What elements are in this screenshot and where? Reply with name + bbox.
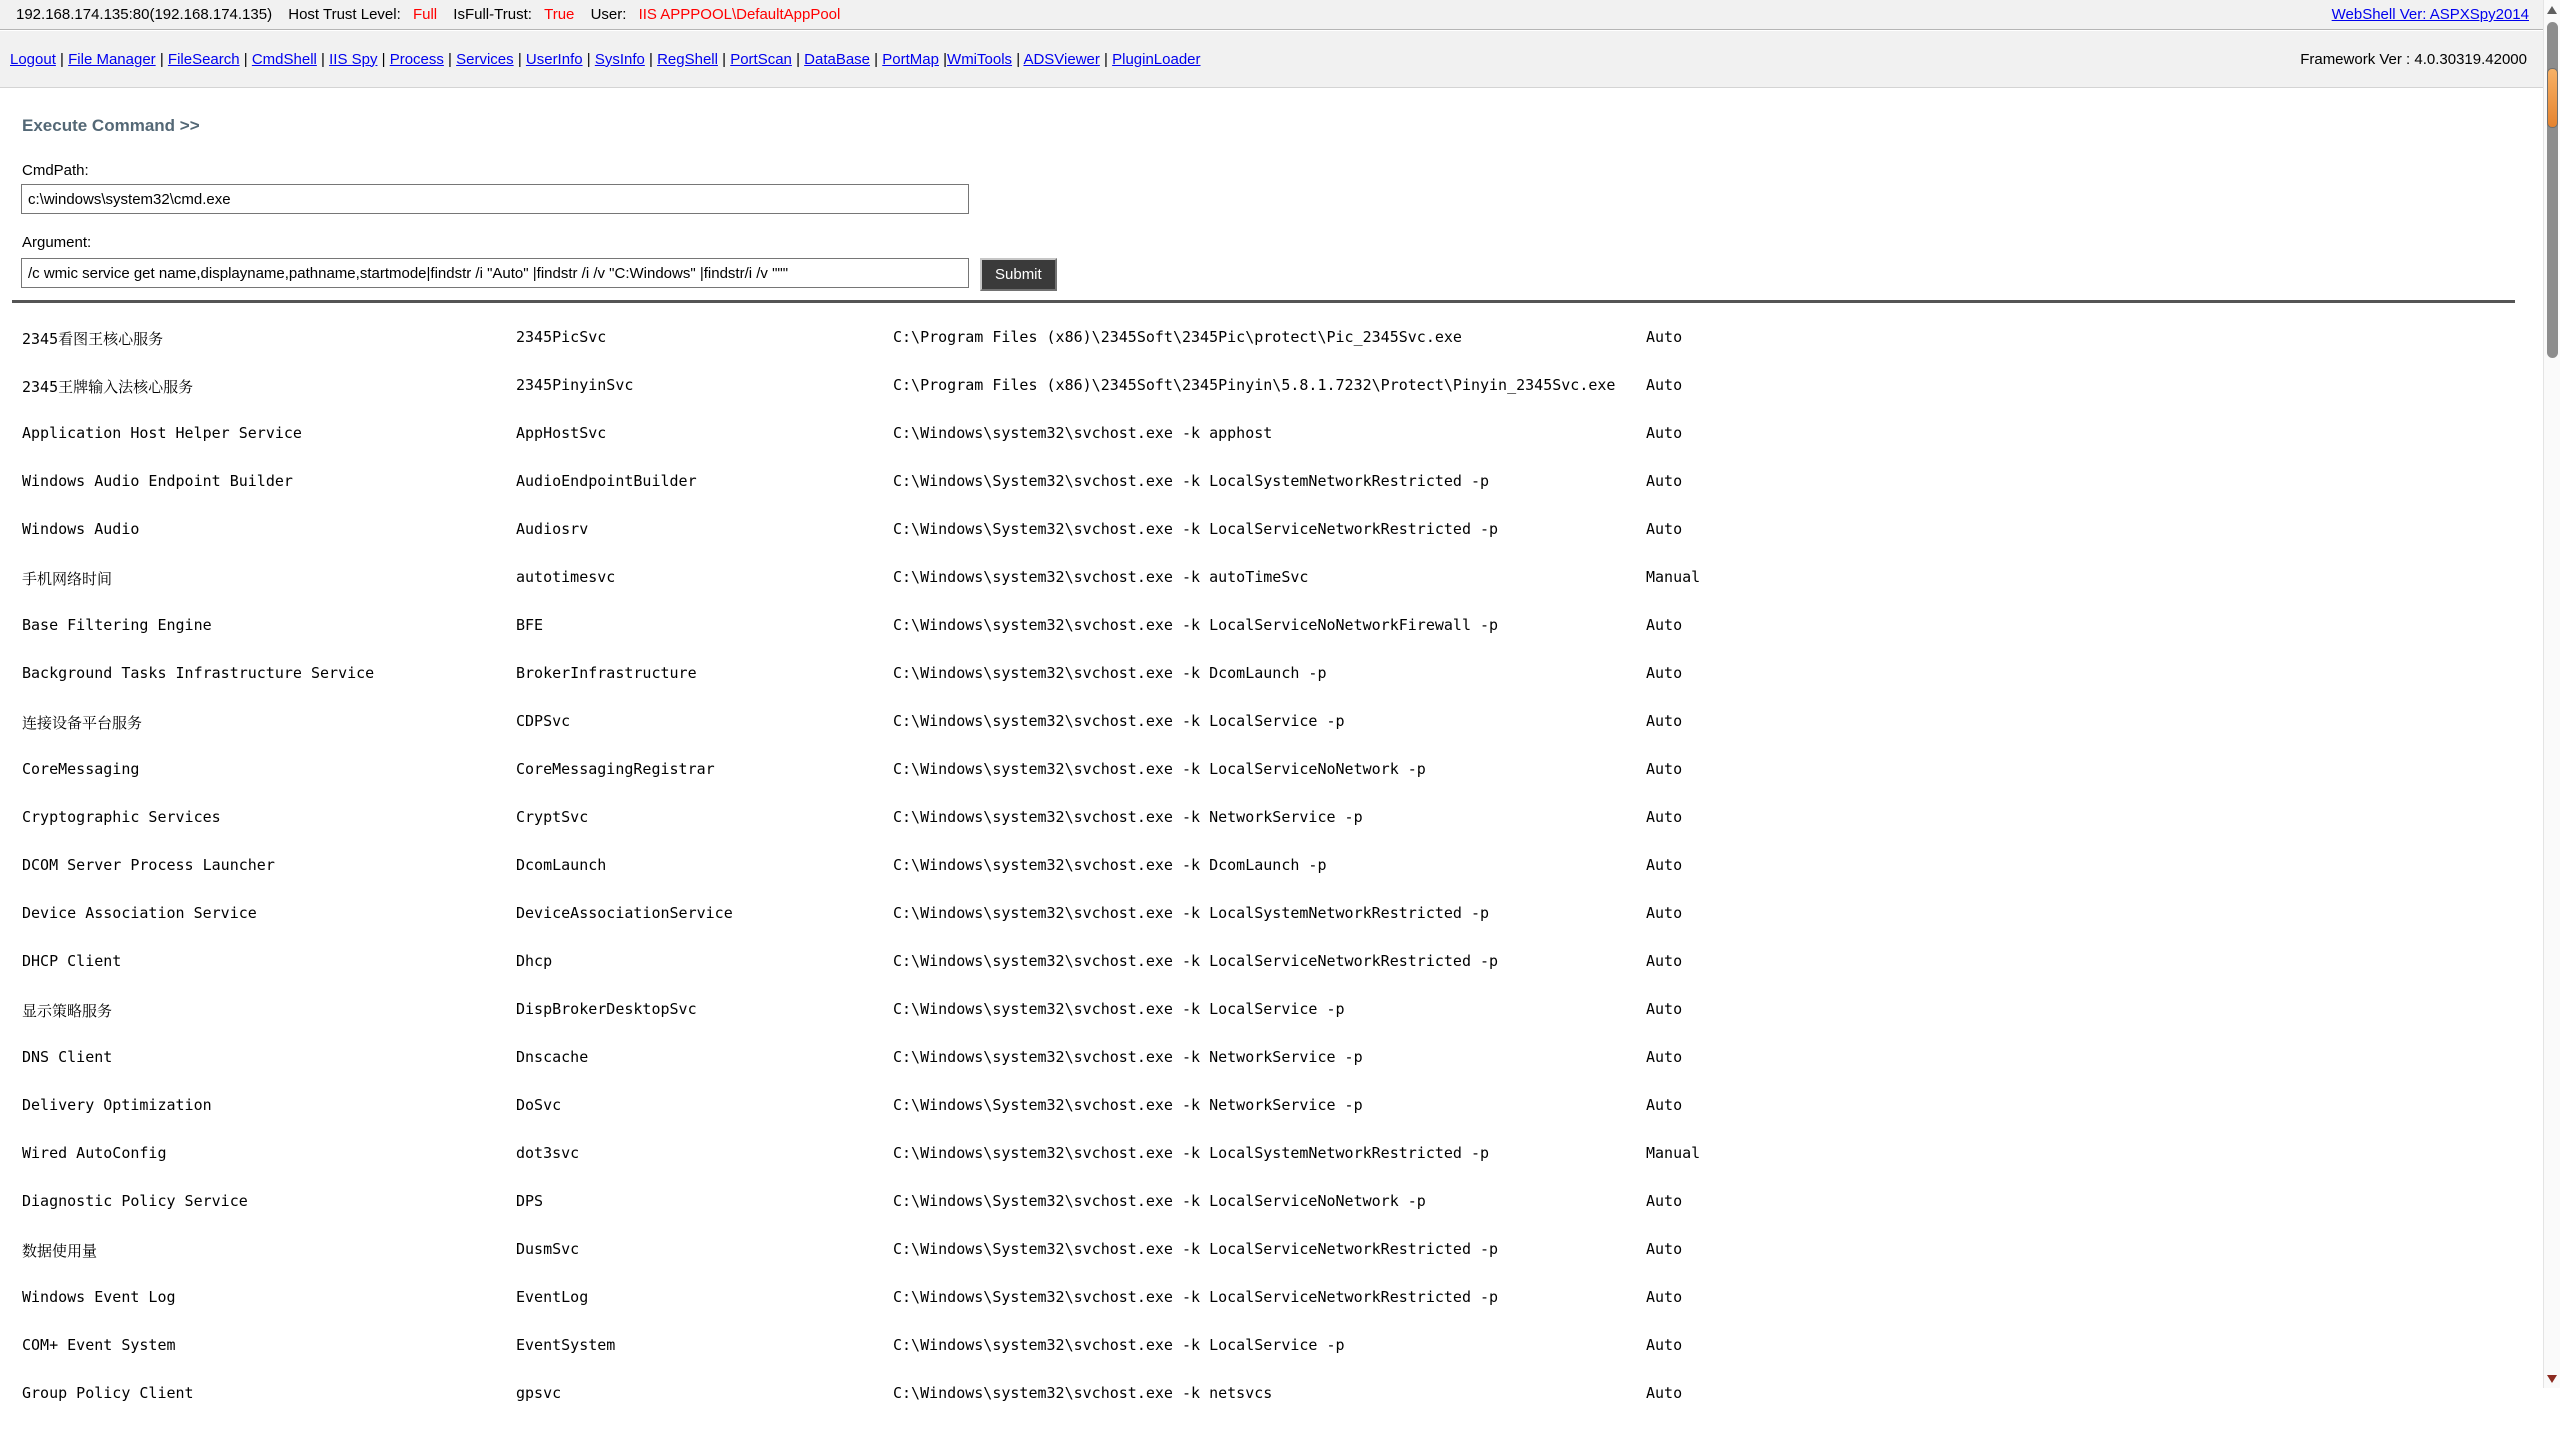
service-path: C:\Windows\system32\svchost.exe -k LocalServiceNoNetworkFirewall -p [893,616,1646,634]
service-name: Dhcp [516,952,893,970]
service-displayname: Group Policy Client [22,1384,516,1402]
service-startmode: Auto [1646,856,2537,874]
service-startmode: Auto [1646,664,2537,682]
service-startmode: Auto [1646,616,2537,634]
service-path: C:\Windows\system32\svchost.exe -k NetworkService -p [893,1048,1646,1066]
nav-separator: | [377,51,389,68]
service-name: BFE [516,616,893,634]
scroll-down-icon[interactable] [2547,1375,2557,1383]
nav-link-userinfo[interactable]: UserInfo [526,51,583,68]
service-name: Audiosrv [516,520,893,538]
service-displayname: Wired AutoConfig [22,1144,516,1162]
service-displayname: 显示策略服务 [22,1000,516,1021]
nav [10,51,1201,68]
service-row [22,760,2537,808]
nav-link-services[interactable]: Services [456,51,514,68]
service-displayname: Windows Audio [22,520,516,538]
service-name: Dnscache [516,1048,893,1066]
service-path: C:\Windows\system32\svchost.exe -k LocalServiceNoNetwork -p [893,760,1646,778]
service-displayname: 2345看图王核心服务 [22,328,516,349]
service-row [22,1336,2537,1384]
service-startmode: Auto [1646,424,2537,442]
nav-separator: | [645,51,657,68]
webshell-version-link[interactable]: WebShell Ver: ASPXSpy2014 [2332,6,2529,23]
service-path: C:\Windows\system32\svchost.exe -k LocalSystemNetworkRestricted -p [893,904,1646,922]
service-displayname: Application Host Helper Service [22,424,516,442]
services-output [22,328,2537,1432]
service-displayname: Base Filtering Engine [22,616,516,634]
service-startmode: Auto [1646,952,2537,970]
service-name: DoSvc [516,1096,893,1114]
service-row [22,1096,2537,1144]
service-name: DusmSvc [516,1240,893,1258]
service-path: C:\Program Files (x86)\2345Soft\2345Pinyin\5.8.1.7232\Protect\Pinyin_2345Svc.exe [893,376,1646,394]
service-name: gpsvc [516,1384,893,1402]
service-displayname: Diagnostic Policy Service [22,1192,516,1210]
nav-separator: | [444,51,456,68]
service-row [22,856,2537,904]
service-displayname: DHCP Client [22,952,516,970]
service-row [22,616,2537,664]
service-path: C:\Windows\system32\svchost.exe -k LocalServiceNetworkRestricted -p [893,952,1646,970]
service-name: AppHostSvc [516,424,893,442]
service-row [22,520,2537,568]
nav-link-sysinfo[interactable]: SysInfo [595,51,645,68]
service-path: C:\Windows\system32\svchost.exe -k LocalService -p [893,712,1646,730]
service-path: C:\Windows\System32\svchost.exe -k LocalServiceNetworkRestricted -p [893,1288,1646,1306]
service-startmode: Auto [1646,1288,2537,1306]
service-displayname: CoreMessaging [22,760,516,778]
nav-separator: | [718,51,730,68]
service-startmode: Auto [1646,1096,2537,1114]
nav-bar [0,31,2543,88]
service-startmode: Auto [1646,376,2537,394]
service-displayname: 连接设备平台服务 [22,712,516,733]
service-path: C:\Windows\system32\svchost.exe -k autoTimeSvc [893,568,1646,586]
service-path: C:\Windows\system32\svchost.exe -k LocalSystemNetworkRestricted -p [893,1144,1646,1162]
service-row [22,1384,2537,1432]
nav-link-portmap[interactable]: PortMap [882,51,939,68]
service-name: DPS [516,1192,893,1210]
service-displayname: COM+ Event System [22,1336,516,1354]
service-path: C:\Windows\System32\svchost.exe -k LocalServiceNetworkRestricted -p [893,520,1646,538]
argument-label: Argument: [22,234,91,251]
page-title: Execute Command >> [22,116,200,136]
nav-separator: | [514,51,526,68]
nav-link-process[interactable]: Process [390,51,444,68]
nav-link-adsviewer[interactable]: ADSViewer [1023,51,1099,68]
service-startmode: Auto [1646,904,2537,922]
scroll-up-icon[interactable] [2547,6,2557,14]
service-startmode: Auto [1646,808,2537,826]
service-path: C:\Windows\system32\svchost.exe -k DcomLaunch -p [893,856,1646,874]
horizontal-divider [12,300,2515,303]
service-path: C:\Windows\system32\svchost.exe -k netsvcs [893,1384,1646,1402]
service-path: C:\Windows\system32\svchost.exe -k apphost [893,424,1646,442]
nav-separator: | [317,51,329,68]
service-row [22,568,2537,616]
service-row [22,1288,2537,1336]
nav-separator: | [240,51,252,68]
service-name: DeviceAssociationService [516,904,893,922]
service-row [22,808,2537,856]
nav-separator: | [870,51,882,68]
service-row [22,1048,2537,1096]
service-name: CoreMessagingRegistrar [516,760,893,778]
nav-separator: | [1012,51,1023,68]
service-row [22,904,2537,952]
service-path: C:\Windows\system32\svchost.exe -k DcomLaunch -p [893,664,1646,682]
nav-link-regshell[interactable]: RegShell [657,51,718,68]
framework-version: Framework Ver : 4.0.30319.42000 [2300,51,2527,68]
service-name: 2345PinyinSvc [516,376,893,394]
nav-link-iis-spy[interactable]: IIS Spy [329,51,377,68]
service-startmode: Manual [1646,568,2537,586]
nav-separator: | [56,51,68,68]
trust-level-label: Host Trust Level: [288,6,401,23]
service-row [22,376,2537,424]
service-displayname: DNS Client [22,1048,516,1066]
content-area [0,88,2543,1388]
service-name: autotimesvc [516,568,893,586]
nav-separator: | [792,51,804,68]
service-displayname: Cryptographic Services [22,808,516,826]
nav-link-wmitools[interactable]: WmiTools [947,51,1012,68]
service-displayname: Device Association Service [22,904,516,922]
service-displayname: 手机网络时间 [22,568,516,589]
service-row [22,1000,2537,1048]
service-startmode: Manual [1646,1144,2537,1162]
host-info-bar [0,0,2543,30]
service-name: BrokerInfrastructure [516,664,893,682]
service-name: DcomLaunch [516,856,893,874]
service-name: AudioEndpointBuilder [516,472,893,490]
service-startmode: Auto [1646,1192,2537,1210]
service-path: C:\Windows\system32\svchost.exe -k LocalService -p [893,1336,1646,1354]
service-row [22,1240,2537,1288]
isfull-trust-value: True [544,6,574,23]
service-startmode: Auto [1646,712,2537,730]
service-path: C:\Windows\System32\svchost.exe -k LocalSystemNetworkRestricted -p [893,472,1646,490]
service-startmode: Auto [1646,1384,2537,1402]
service-path: C:\Windows\System32\svchost.exe -k LocalServiceNetworkRestricted -p [893,1240,1646,1258]
service-displayname: Windows Audio Endpoint Builder [22,472,516,490]
service-row [22,712,2537,760]
service-startmode: Auto [1646,1240,2537,1258]
service-row [22,664,2537,712]
user-value: IIS APPPOOL\DefaultAppPool [639,6,841,23]
service-name: CryptSvc [516,808,893,826]
service-displayname: Windows Event Log [22,1288,516,1306]
service-startmode: Auto [1646,1000,2537,1018]
service-path: C:\Windows\system32\svchost.exe -k LocalService -p [893,1000,1646,1018]
nav-separator: | [156,51,168,68]
nav-separator: | [583,51,595,68]
trust-level-value: Full [413,6,437,23]
service-path: C:\Program Files (x86)\2345Soft\2345Pic\protect\Pic_2345Svc.exe [893,328,1646,346]
service-displayname: Background Tasks Infrastructure Service [22,664,516,682]
service-name: 2345PicSvc [516,328,893,346]
service-row [22,952,2537,1000]
service-row [22,328,2537,376]
service-row [22,1144,2537,1192]
service-path: C:\Windows\System32\svchost.exe -k LocalServiceNoNetwork -p [893,1192,1646,1210]
service-startmode: Auto [1646,1336,2537,1354]
nav-separator: | [939,51,947,68]
isfull-trust-label: IsFull-Trust: [453,6,532,23]
nav-separator: | [1100,51,1112,68]
service-path: C:\Windows\system32\svchost.exe -k NetworkService -p [893,808,1646,826]
service-startmode: Auto [1646,520,2537,538]
nav-link-file-manager[interactable]: File Manager [68,51,156,68]
nav-link-pluginloader[interactable]: PluginLoader [1112,51,1200,68]
service-displayname: DCOM Server Process Launcher [22,856,516,874]
service-name: CDPSvc [516,712,893,730]
service-startmode: Auto [1646,472,2537,490]
cmdpath-label: CmdPath: [22,162,89,179]
argument-input[interactable] [21,258,969,288]
service-row [22,424,2537,472]
service-startmode: Auto [1646,328,2537,346]
service-name: dot3svc [516,1144,893,1162]
service-displayname: Delivery Optimization [22,1096,516,1114]
service-displayname: 2345王牌输入法核心服务 [22,376,516,397]
nav-link-portscan[interactable]: PortScan [730,51,792,68]
user-label: User: [591,6,627,23]
service-name: EventLog [516,1288,893,1306]
host-info [16,6,840,23]
service-startmode: Auto [1646,760,2537,778]
nav-link-filesearch[interactable]: FileSearch [168,51,240,68]
cmdpath-input[interactable] [21,184,969,214]
nav-link-logout[interactable]: Logout [10,51,56,68]
service-row [22,472,2537,520]
service-path: C:\Windows\System32\svchost.exe -k NetworkService -p [893,1096,1646,1114]
host-address: 192.168.174.135:80(192.168.174.135) [16,6,272,23]
service-name: DispBrokerDesktopSvc [516,1000,893,1018]
submit-button[interactable]: Submit [980,258,1057,291]
service-name: EventSystem [516,1336,893,1354]
scrollbar-position-marker[interactable] [2547,68,2558,128]
nav-link-database[interactable]: DataBase [804,51,870,68]
service-startmode: Auto [1646,1048,2537,1066]
vertical-scrollbar[interactable] [2543,0,2560,1388]
service-row [22,1192,2537,1240]
nav-link-cmdshell[interactable]: CmdShell [252,51,317,68]
service-displayname: 数据使用量 [22,1240,516,1261]
